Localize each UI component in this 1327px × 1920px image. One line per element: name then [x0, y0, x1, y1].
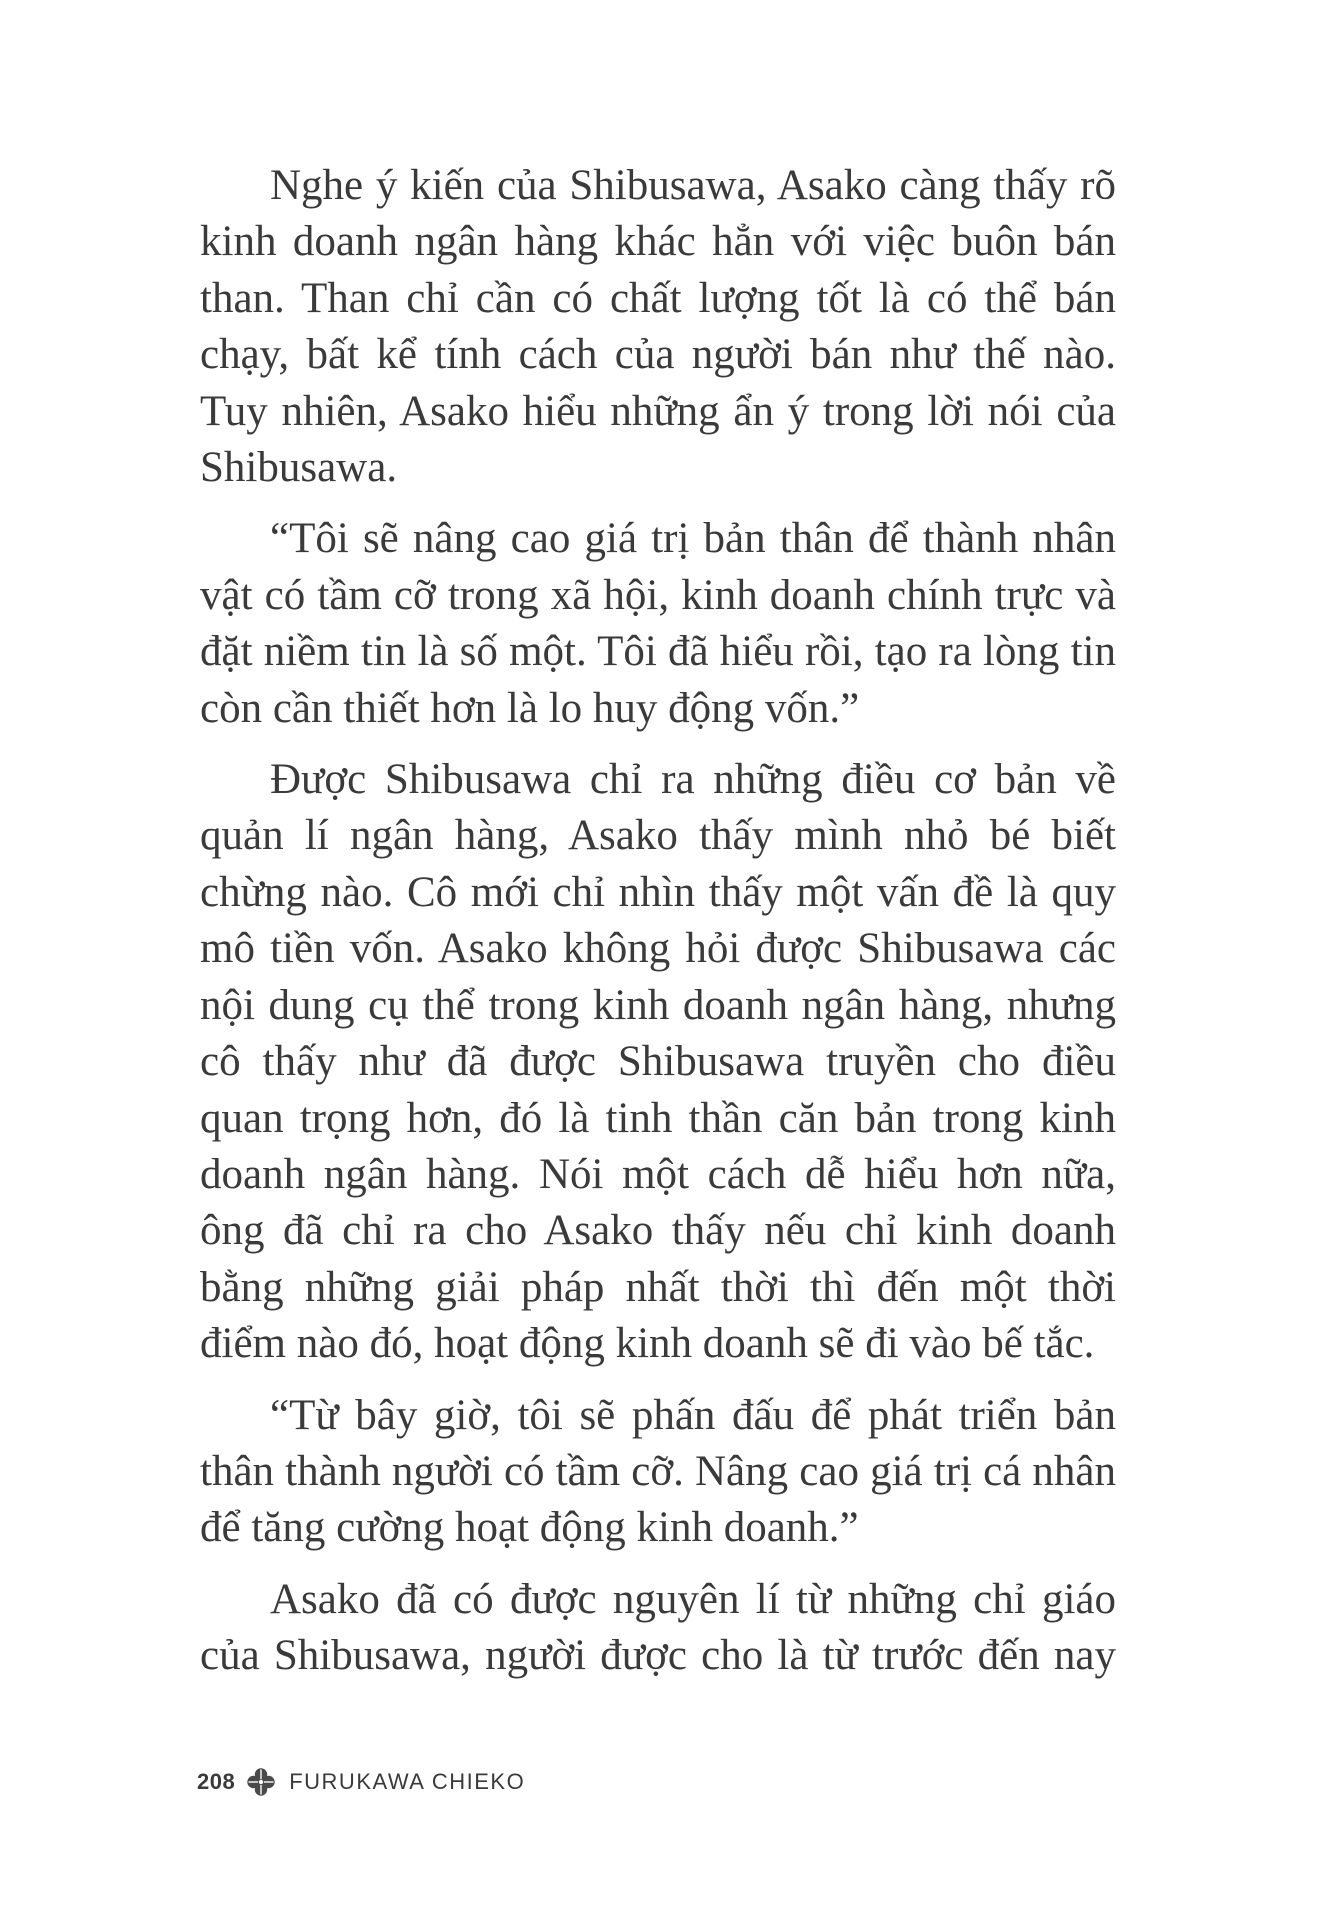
paragraph-3: Được Shibusawa chỉ ra những điều cơ bản về quản lí ngân hàng, Asako thấy mình nhỏ bé biết chừng nào. Cô mới chỉ nhìn thấy một vấn đề là quy mô tiền vốn. Asako không hỏi được Shibusawa các nội dung cụ thể trong kinh doanh ngân hàng, nhưng cô thấy như đã được Shibusawa truyền cho điều quan trọng hơn, đó là tinh thần căn bản trong kinh doanh ngân hàng. Nói một cách dễ hiểu hơn nữa, ông đã chỉ ra cho Asako thấy nếu chỉ kinh doanh bằng những giải pháp nhất thời thì đến một thời điểm nào đó, hoạt động kinh doanh sẽ đi vào bế tắc.	[200, 756, 1116, 1368]
page-footer	[197, 1762, 525, 1802]
paragraph-5: Asako đã có được nguyên lí từ những chỉ giáo của Shibusawa, người được cho là từ trước đến nay	[200, 1575, 1116, 1680]
paragraph-1: Nghe ý kiến của Shibusawa, Asako càng thấy rõ kinh doanh ngân hàng khác hẳn với việc buôn bán than. Than chỉ cần có chất lượng tốt là có thể bán chạy, bất kể tính cách của người bán như thế nào. Tuy nhiên, Asako hiểu những ẩn ý trong lời nói của Shibusawa.	[200, 162, 1116, 492]
paragraph-4: “Từ bây giờ, tôi sẽ phấn đấu để phát triển bản thân thành người có tầm cỡ. Nâng cao giá trị cá nhân để tăng cường hoạt động kinh doanh.”	[200, 1391, 1116, 1552]
body-text	[200, 158, 1116, 1700]
clover-icon	[245, 1766, 277, 1798]
paragraph-2: “Tôi sẽ nâng cao giá trị bản thân để thành nhân vật có tầm cỡ trong xã hội, kinh doanh chính trực và đặt niềm tin là số một. Tôi đã hiểu rồi, tạo ra lòng tin còn cần thiết hơn là lo huy động vốn.”	[200, 515, 1116, 732]
author-name: FURUKAWA CHIEKO	[289, 1769, 526, 1794]
page-number: 208	[197, 1769, 236, 1794]
